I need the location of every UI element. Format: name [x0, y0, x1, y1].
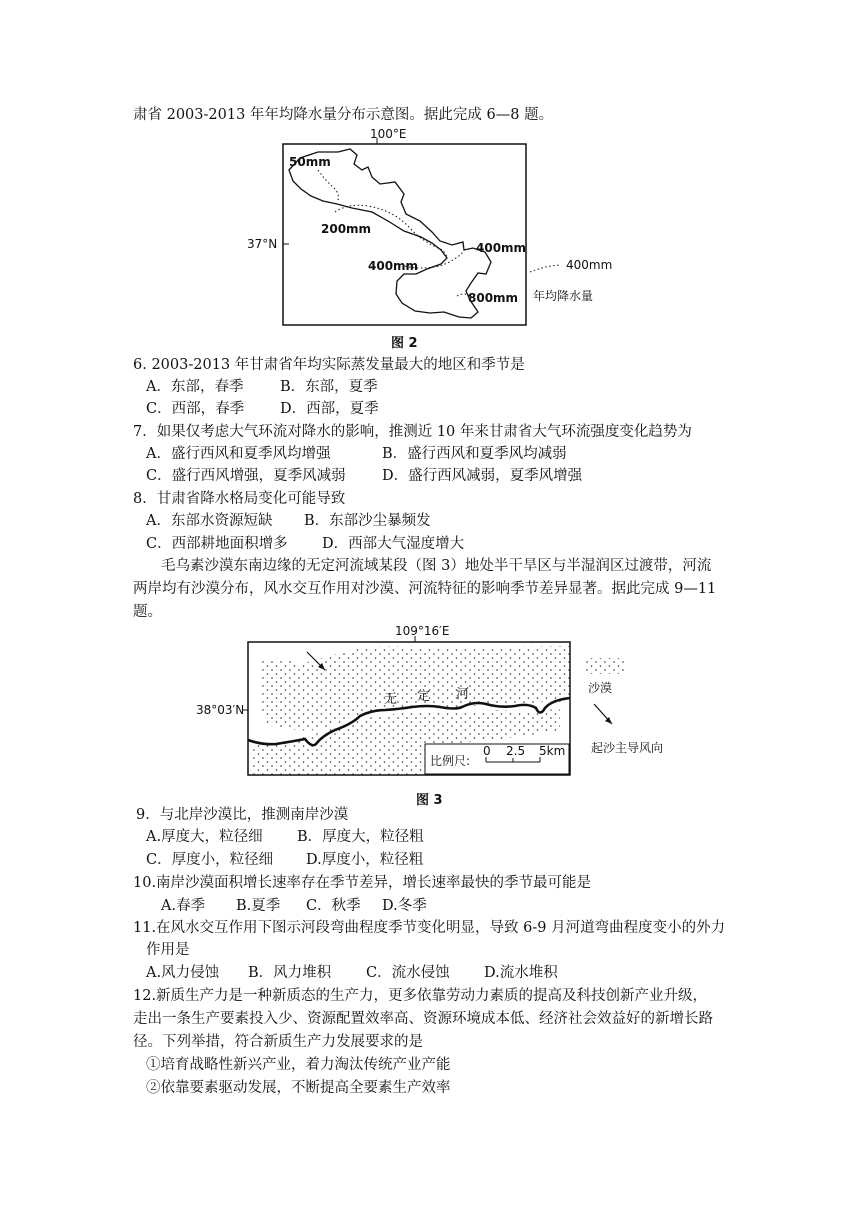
question-11-option-b: B．风力堆积 — [248, 965, 332, 981]
question-12-item-1: ①培育战略性新兴产业，着力淘汰传统产业产能 — [146, 1057, 451, 1073]
scale-label: 比例尺: — [430, 754, 471, 768]
question-10-stem: 10.南岸沙漠面积增长速率存在季节差异，增长速率最快的季节最可能是 — [133, 875, 592, 891]
question-8-option-b: B．东部沙尘暴频发 — [304, 513, 431, 529]
scale-tick-5km: 5km — [539, 744, 566, 758]
legend-desert-label: 沙漠 — [588, 681, 613, 695]
question-9-option-d: D.厚度小，粒径粗 — [306, 852, 424, 868]
fig3-lon-label: 109°16′E — [395, 624, 450, 638]
isohyet-label-50: 50mm — [289, 155, 331, 169]
question-7-stem: 7．如果仅考虑大气环流对降水的影响，推测近 10 年来甘肃省大气环流强度变化趋势为 — [133, 424, 692, 440]
legend-wind-label: 起沙主导风向 — [591, 741, 664, 755]
question-6-option-b: B．东部，夏季 — [280, 379, 378, 395]
question-10-option-a: A.春季 — [161, 898, 206, 914]
question-9-option-c: C．厚度小，粒径细 — [146, 852, 274, 868]
legend-isohyet-label: 年均降水量 — [533, 289, 594, 303]
intro-text-fig2: 肃省 2003-2013 年年均降水量分布示意图。据此完成 6—8 题。 — [133, 107, 554, 123]
legend-isohyet-line — [530, 265, 560, 272]
question-10-option-d: D.冬季 — [382, 898, 427, 914]
question-7-option-c: C．盛行西风增强，夏季风减弱 — [146, 468, 346, 484]
fig3-lat-label: 38°03′N — [196, 703, 245, 717]
question-11-option-d: D.流水堆积 — [484, 965, 558, 981]
legend-desert-swatch — [584, 658, 626, 674]
question-7-option-d: D．盛行西风减弱，夏季风增强 — [382, 468, 583, 484]
scale-tick-0: 0 — [483, 744, 491, 758]
intro-text-fig3-line2: 两岸均有沙漠分布，风水交互作用对沙漠、河流特征的影响季节差异显著。据此完成 9—11 — [133, 581, 717, 597]
question-12-item-2: ②依靠要素驱动发展，不断提高全要素生产效率 — [146, 1080, 451, 1096]
question-8-stem: 8．甘肃省降水格局变化可能导致 — [133, 491, 346, 507]
question-11-option-a: A.风力侵蚀 — [146, 965, 220, 981]
intro-text-fig3-line1: 毛乌素沙漠东南边缘的无定河流域某段（图 3）地处半干旱区与半湿润区过渡带，河流 — [161, 558, 712, 574]
question-9-option-a: A.厚度大，粒径细 — [146, 829, 263, 845]
legend-isohyet-value: 400mm — [566, 258, 613, 272]
isohyet-label-800: 800mm — [468, 291, 519, 305]
question-11-option-c: C．流水侵蚀 — [366, 965, 450, 981]
river-label-char-1: 无 — [384, 692, 398, 707]
fig2-lon-label: 100°E — [370, 127, 407, 141]
question-10-option-c: C．秋季 — [306, 898, 361, 914]
question-12-stem-line3: 径。下列举措，符合新质生产力发展要求的是 — [133, 1034, 423, 1050]
question-8-option-d: D．西部大气湿度增大 — [322, 536, 465, 552]
figure-3-map — [0, 620, 860, 790]
river-label-char-3: 河 — [456, 687, 470, 702]
question-6-option-c: C．西部，春季 — [146, 401, 245, 417]
figure-2-map — [0, 0, 860, 360]
isohyet-label-200: 200mm — [321, 222, 372, 236]
fig2-lat-label: 37°N — [247, 237, 278, 251]
isohyet-50mm — [318, 170, 338, 200]
question-11-stem-line1: 11.在风水交互作用下图示河段弯曲程度季节变化明显，导致 6-9 月河道弯曲程度变小的外力 — [133, 920, 726, 936]
scale-tick-2-5: 2.5 — [506, 744, 526, 758]
figure-2-caption: 图 2 — [391, 336, 418, 351]
question-9-stem: 9．与北岸沙漠比，推测南岸沙漠 — [136, 807, 349, 823]
question-6-option-a: A．东部，春季 — [146, 379, 244, 395]
question-6-option-d: D．西部，夏季 — [280, 401, 379, 417]
isohyet-label-400-south: 400mm — [368, 259, 419, 273]
intro-text-fig3-line3: 题。 — [133, 604, 162, 620]
question-8-option-a: A．东部水资源短缺 — [146, 513, 273, 529]
question-8-option-c: C．西部耕地面积增多 — [146, 536, 288, 552]
question-12-stem-line2: 走出一条生产要素投入少、资源配置效率高、资源环境成本低、经济社会效益好的新增长路 — [133, 1011, 713, 1027]
gansu-outline — [289, 149, 491, 318]
figure-3-caption: 图 3 — [416, 793, 443, 808]
question-7-option-a: A．盛行西风和夏季风均增强 — [146, 446, 331, 462]
question-12-stem-line1: 12.新质生产力是一种新质态的生产力，更多依靠劳动力素质的提高及科技创新产业升级， — [133, 988, 708, 1004]
isohyet-label-400-east: 400mm — [476, 241, 527, 255]
question-11-stem-line2: 作用是 — [146, 942, 190, 958]
question-7-option-b: B．盛行西风和夏季风均减弱 — [382, 446, 567, 462]
river-label-char-2: 定 — [417, 689, 431, 704]
question-9-option-b: B．厚度大，粒径粗 — [297, 829, 424, 845]
question-10-option-b: B.夏季 — [236, 898, 281, 914]
question-6-stem: 6. 2003-2013 年甘肃省年均实际蒸发量最大的地区和季节是 — [133, 357, 525, 373]
